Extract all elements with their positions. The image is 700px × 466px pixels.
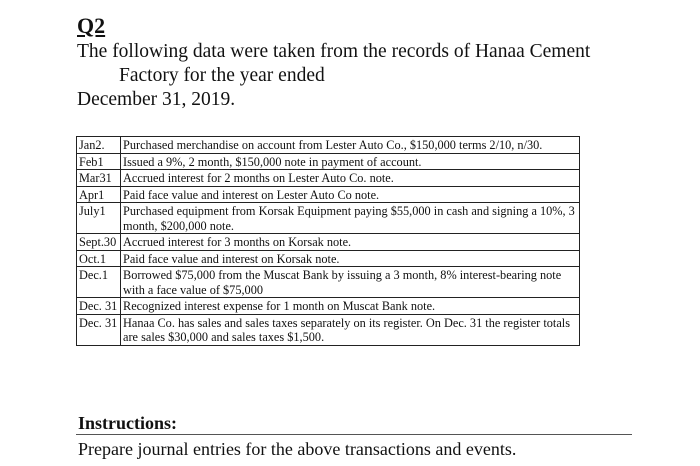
table-row <box>77 137 580 154</box>
transaction-date: Dec.1 <box>77 267 121 298</box>
table-row <box>77 234 580 251</box>
transaction-description: Recognized interest expense for 1 month on Muscat Bank note. <box>121 298 580 315</box>
transaction-date: Sept.30 <box>77 234 121 251</box>
transaction-date: Dec. 31 <box>77 298 121 315</box>
transaction-description: Paid face value and interest on Korsak note. <box>121 250 580 267</box>
transaction-description: Accrued interest for 2 months on Lester Auto Co. note. <box>121 170 580 187</box>
transaction-date: Apr1 <box>77 186 121 203</box>
transaction-description: Issued a 9%, 2 month, $150,000 note in payment of account. <box>121 153 580 170</box>
transaction-description: Borrowed $75,000 from the Muscat Bank by issuing a 3 month, 8% interest-bearing note with a face value of $75,000 <box>121 267 580 298</box>
transactions-table <box>76 136 580 346</box>
table-row <box>77 250 580 267</box>
intro-line-3: December 31, 2019. <box>77 89 236 110</box>
intro-line-1: The following data were taken from the records of Hanaa Cement <box>77 41 591 62</box>
transaction-description: Purchased merchandise on account from Lester Auto Co., $150,000 terms 2/10, n/30. <box>121 137 580 154</box>
table-row <box>77 153 580 170</box>
instructions-divider <box>76 434 632 435</box>
question-intro <box>77 40 677 112</box>
table-row <box>77 267 580 298</box>
transaction-description: Paid face value and interest on Lester Auto Co note. <box>121 186 580 203</box>
transaction-date: Feb1 <box>77 153 121 170</box>
table-row <box>77 203 580 234</box>
instructions-heading: Instructions: <box>78 413 178 433</box>
transaction-date: Dec. 31 <box>77 314 121 345</box>
intro-line-2: Factory for the year ended <box>119 65 325 86</box>
transaction-description: Hanaa Co. has sales and sales taxes separately on its register. On Dec. 31 the register totals are sales $30,000 and sales taxes $1,500. <box>121 314 580 345</box>
transaction-date: July1 <box>77 203 121 234</box>
transaction-date: Mar31 <box>77 170 121 187</box>
question-number: Q2 <box>77 13 106 38</box>
table-row <box>77 314 580 345</box>
table-row <box>77 170 580 187</box>
transaction-date: Jan2. <box>77 137 121 154</box>
transaction-description: Accrued interest for 3 months on Korsak note. <box>121 234 580 251</box>
table-row <box>77 298 580 315</box>
transaction-date: Oct.1 <box>77 250 121 267</box>
table-row <box>77 186 580 203</box>
instructions-text: Prepare journal entries for the above transactions and events. <box>78 439 517 459</box>
transaction-description: Purchased equipment from Korsak Equipment paying $55,000 in cash and signing a 10%, 3 month, $200,000 note. <box>121 203 580 234</box>
